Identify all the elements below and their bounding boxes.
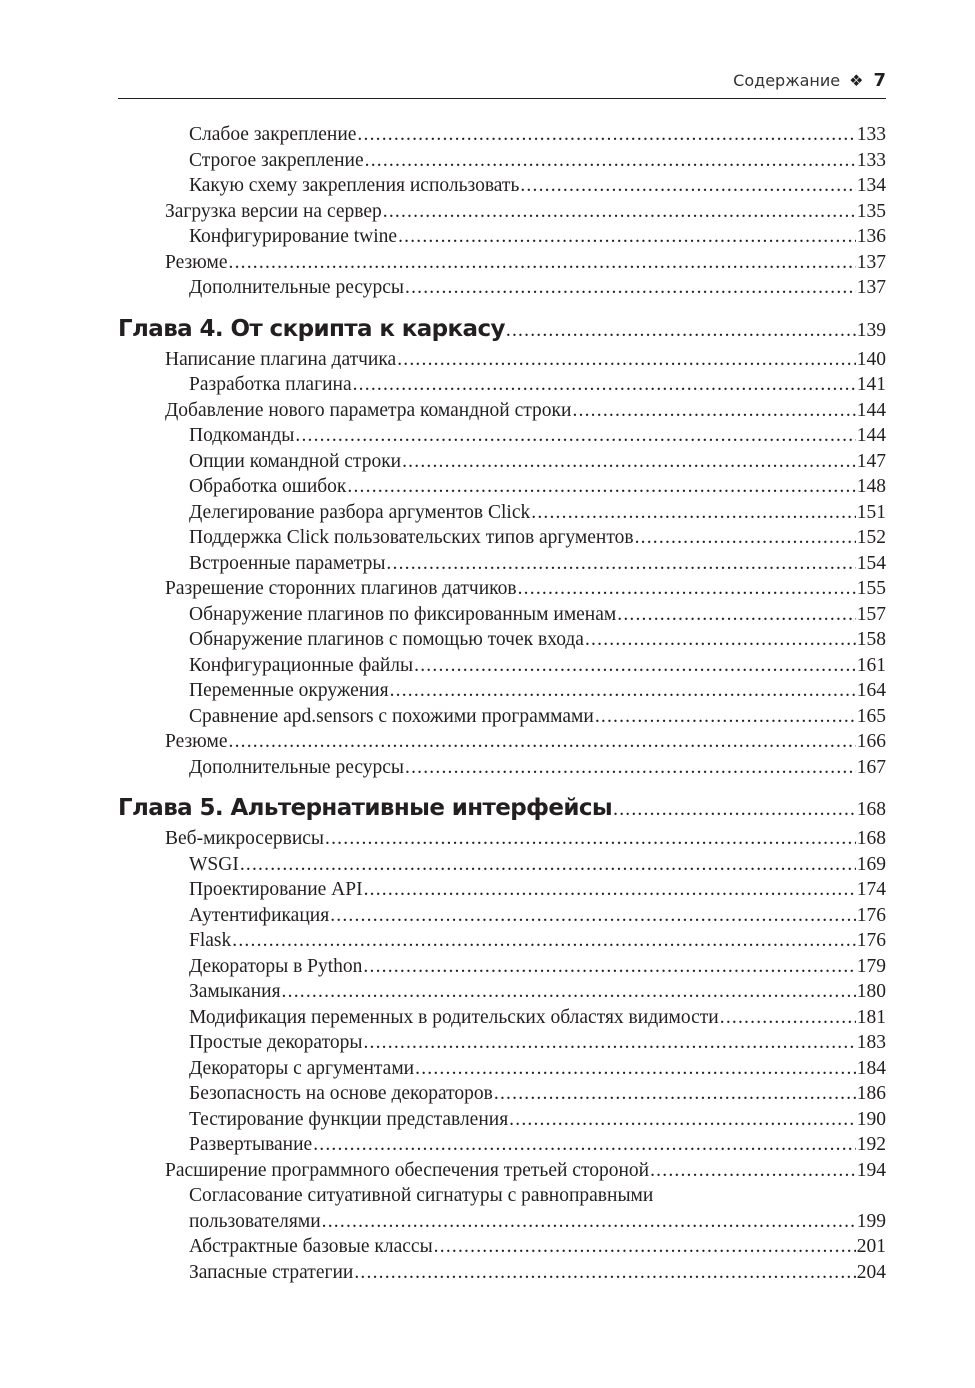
dot-leader	[313, 1132, 856, 1158]
toc-entry-title-continuation: пользователями	[189, 1210, 321, 1232]
toc-entry-title: Расширение программного обеспечения третьей стороной	[165, 1159, 650, 1181]
toc-entry-page: 180	[856, 981, 886, 1002]
toc-entry[interactable]	[118, 122, 886, 148]
dot-leader	[397, 347, 856, 373]
dot-leader	[330, 903, 856, 929]
toc-entry-title: Простые декораторы	[189, 1032, 363, 1053]
page-header	[118, 64, 886, 99]
dot-leader	[520, 173, 855, 199]
toc-entry-page: 136	[856, 226, 886, 247]
toc-entry[interactable]	[118, 877, 886, 903]
toc-entry[interactable]	[118, 525, 886, 551]
toc-entry[interactable]	[118, 928, 886, 954]
toc-entry-page: 133	[856, 124, 886, 145]
running-header	[733, 70, 886, 92]
toc-entry[interactable]	[118, 602, 886, 628]
chapter-page: 139	[856, 319, 886, 341]
toc-entry-page: 174	[856, 879, 886, 900]
dot-leader	[531, 500, 856, 526]
dot-leader	[415, 1056, 856, 1082]
toc-entry[interactable]	[118, 1005, 886, 1031]
toc-entry-page: 151	[856, 501, 886, 523]
toc-entry-title: Дополнительные ресурсы	[189, 277, 404, 298]
toc-entry-page: 165	[856, 705, 886, 727]
toc-entry-title: Тестирование функции представления	[189, 1108, 509, 1130]
toc-entry-page: 190	[856, 1108, 886, 1130]
toc-entry-page: 194	[856, 1159, 886, 1181]
toc-entry-title: Запасные стратегии	[189, 1261, 354, 1283]
dot-leader	[364, 877, 856, 903]
toc-entry-title: WSGI	[189, 853, 239, 875]
toc-entry-title: Подкоманды	[189, 425, 295, 446]
toc-entry[interactable]	[118, 347, 886, 373]
toc-entry[interactable]	[118, 755, 886, 781]
toc-entry-page: 155	[856, 578, 886, 599]
dot-leader	[363, 954, 855, 980]
toc-entry[interactable]	[118, 1260, 886, 1286]
toc-entry-title: Аутентификация	[189, 904, 330, 926]
toc-entry-page: 181	[856, 1006, 886, 1028]
toc-entry[interactable]	[118, 449, 886, 475]
dot-leader	[635, 525, 856, 551]
chapter-heading[interactable]	[118, 313, 886, 346]
dot-leader	[322, 1209, 856, 1235]
toc-entry[interactable]	[118, 148, 886, 174]
dot-leader	[354, 1260, 855, 1286]
toc-entry[interactable]	[118, 1107, 886, 1133]
toc-entry[interactable]	[118, 1132, 886, 1158]
toc-entry[interactable]	[118, 551, 886, 577]
dot-leader	[494, 1081, 856, 1107]
toc-entry-page: 157	[856, 603, 886, 625]
dot-leader	[229, 250, 856, 276]
toc-entry-title: Обработка ошибок	[189, 476, 347, 497]
toc-entry-title: Загрузка версии на сервер	[165, 200, 382, 222]
toc-entry-page: 158	[856, 629, 886, 650]
dot-leader	[509, 1107, 856, 1133]
toc-entry-title: Проектирование API	[189, 879, 363, 900]
toc-entry-page: 201	[856, 1236, 886, 1257]
toc-entry-page: 161	[856, 654, 886, 676]
toc-entry-title: Модификация переменных в родительских областях видимости	[189, 1006, 719, 1028]
toc-entry-page: 147	[856, 450, 886, 472]
dot-leader	[240, 852, 856, 878]
toc-entry-title: Резюме	[165, 731, 228, 752]
toc-entry[interactable]	[118, 704, 886, 730]
toc-entry-page: 140	[856, 348, 886, 370]
toc-entry[interactable]	[118, 1081, 886, 1107]
toc-entry-title: Делегирование разбора аргументов Click	[189, 501, 531, 523]
toc-entry-title: Строгое закрепление	[189, 149, 364, 171]
toc-entry-page: 144	[856, 399, 886, 421]
toc-entry-title: Поддержка Click пользовательских типов аргументов	[189, 527, 634, 548]
toc-entry-title: Согласование ситуативной сигнатуры с равноправными	[189, 1185, 654, 1206]
toc-entry-title: Декораторы с аргументами	[189, 1057, 415, 1079]
toc-entry[interactable]	[118, 903, 886, 929]
toc-entry-title: Переменные окружения	[189, 680, 389, 701]
toc-entry[interactable]	[118, 826, 886, 852]
toc-entry-title: Декораторы в Python	[189, 955, 363, 977]
dot-leader	[353, 372, 856, 398]
dot-leader	[720, 1005, 856, 1031]
toc-entry-title: Дополнительные ресурсы	[189, 756, 404, 778]
chapter-heading[interactable]	[118, 792, 886, 825]
toc-entry-title: Обнаружение плагинов по фиксированным именам	[189, 603, 617, 625]
toc-entry[interactable]	[118, 627, 886, 653]
dot-leader	[386, 551, 855, 577]
dot-leader	[398, 224, 856, 250]
dot-leader	[363, 1030, 855, 1056]
toc-entry-title: Flask	[189, 930, 232, 951]
toc-entry-page: 152	[856, 527, 886, 548]
toc-entry-page: 164	[856, 680, 886, 701]
toc-entry[interactable]	[118, 173, 886, 199]
toc-entry-page: 141	[856, 374, 886, 395]
toc-entry[interactable]	[118, 954, 886, 980]
toc-entry-title: Сравнение apd.sensors с похожими программами	[189, 705, 594, 727]
toc-entry[interactable]	[118, 474, 886, 500]
toc-entry[interactable]	[118, 1056, 886, 1082]
dot-leader	[229, 729, 856, 755]
running-title: Содержание	[733, 71, 841, 90]
toc-entry[interactable]	[118, 1030, 886, 1056]
toc-entry-page: 135	[856, 200, 886, 222]
toc-entry-title: Слабое закрепление	[189, 124, 357, 145]
toc-entry-title: Разрешение сторонних плагинов датчиков	[165, 578, 517, 599]
toc-entry[interactable]	[118, 199, 886, 225]
chapter-title: Глава 5. Альтернативные интерфейсы	[118, 795, 613, 821]
toc-entry-page: 183	[856, 1032, 886, 1053]
toc-entry-title: Абстрактные базовые классы	[189, 1236, 433, 1257]
toc-entry-page: 168	[856, 828, 886, 849]
toc-entry-page: 186	[856, 1083, 886, 1104]
toc-entry-title: Конфигурационные файлы	[189, 654, 414, 676]
toc-entry-page: 169	[856, 853, 886, 875]
chapter-title: Глава 4. От скрипта к каркасу	[118, 315, 505, 342]
dot-leader	[414, 653, 856, 679]
toc-entry-page: 176	[856, 904, 886, 926]
toc-entry[interactable]	[118, 1234, 886, 1260]
toc-entry[interactable]	[118, 653, 886, 679]
toc-entry[interactable]	[118, 979, 886, 1005]
dot-leader	[347, 474, 855, 500]
toc-entry[interactable]	[118, 398, 886, 424]
toc-entry[interactable]	[118, 250, 886, 276]
toc-entry-page: 192	[856, 1134, 886, 1155]
toc-entry-title: Разработка плагина	[189, 374, 352, 395]
toc-entry-page: 134	[856, 175, 886, 196]
dot-leader	[282, 979, 856, 1005]
toc-entry-title: Безопасность на основе декораторов	[189, 1083, 493, 1104]
toc-entry[interactable]	[118, 500, 886, 526]
toc-entry-title: Добавление нового параметра командной строки	[165, 399, 572, 421]
dot-leader	[405, 755, 856, 781]
toc-entry-title: Конфигурирование twine	[189, 226, 398, 247]
dot-leader	[506, 314, 856, 347]
dot-leader	[365, 148, 856, 174]
toc-entry-page: 133	[856, 149, 886, 171]
toc-entry-title: Резюме	[165, 251, 228, 273]
toc-entry-wrapped-second-line[interactable]	[118, 1209, 886, 1235]
toc-entry-title: Обнаружение плагинов с помощью точек входа	[189, 629, 584, 650]
toc-entry-title: Какую схему закрепления использовать	[189, 175, 520, 196]
toc-entry-title: Развертывание	[189, 1134, 313, 1155]
toc-entry[interactable]	[118, 852, 886, 878]
dot-leader	[650, 1158, 856, 1184]
toc-entry-title: Написание плагина датчика	[165, 348, 397, 370]
chapter-page: 168	[856, 799, 886, 820]
toc-entry[interactable]	[118, 224, 886, 250]
dot-leader	[383, 199, 856, 225]
toc-entry-page: 176	[856, 930, 886, 951]
toc-entry-title: Замыкания	[189, 981, 281, 1002]
toc-entry[interactable]	[118, 729, 886, 755]
toc-entry-page: 204	[856, 1261, 886, 1283]
toc-entry[interactable]	[118, 275, 886, 301]
dot-leader	[390, 678, 856, 704]
toc-entry-title: Веб-микросервисы	[165, 828, 325, 849]
toc-entry-title: Опции командной строки	[189, 450, 402, 472]
toc-entry[interactable]	[118, 1158, 886, 1184]
dot-leader	[585, 627, 856, 653]
dot-leader	[595, 704, 856, 730]
toc-entry-page: 137	[856, 277, 886, 298]
dot-leader	[295, 423, 855, 449]
toc-entry-page: 166	[856, 731, 886, 752]
dot-leader	[402, 449, 856, 475]
toc-entry-page: 179	[856, 955, 886, 977]
toc-entry[interactable]	[118, 372, 886, 398]
dot-leader	[357, 122, 855, 148]
dot-leader	[572, 398, 855, 424]
dot-leader	[405, 275, 856, 301]
dot-leader	[518, 576, 856, 602]
toc-entry-page: 167	[856, 756, 886, 778]
table-of-contents	[118, 122, 886, 1285]
toc-entry[interactable]	[118, 423, 886, 449]
dot-leader	[232, 928, 855, 954]
toc-entry-page: 144	[856, 425, 886, 446]
ornament-icon: ❖	[849, 71, 864, 90]
toc-entry[interactable]	[118, 576, 886, 602]
toc-entry-page: 184	[856, 1057, 886, 1079]
dot-leader	[325, 826, 856, 852]
toc-entry-title: Встроенные параметры	[189, 552, 386, 574]
toc-entry-wrapped-first-line[interactable]	[118, 1183, 886, 1209]
dot-leader	[617, 602, 856, 628]
toc-entry-page: 154	[856, 552, 886, 574]
toc-entry[interactable]	[118, 678, 886, 704]
toc-entry-page: 199	[856, 1210, 886, 1232]
toc-entry-page: 137	[856, 251, 886, 273]
toc-entry-page: 148	[856, 476, 886, 497]
dot-leader	[613, 793, 856, 826]
dot-leader	[434, 1234, 856, 1260]
page-number: 7	[873, 70, 886, 91]
